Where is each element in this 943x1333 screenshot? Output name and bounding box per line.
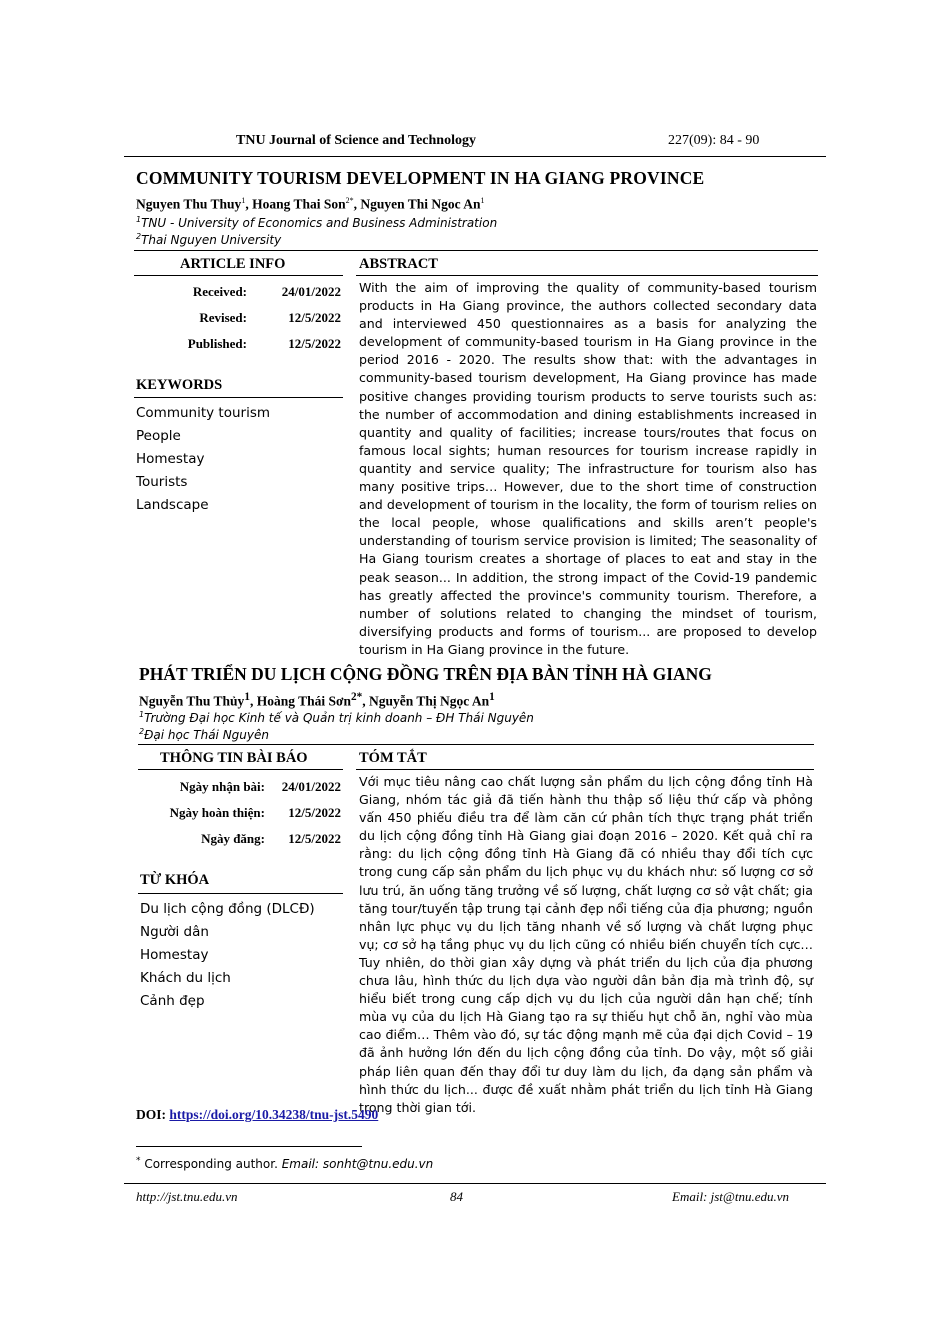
- affiliation-text: TNU - University of Economics and Business Administration: [141, 216, 498, 230]
- keywords-heading: KEYWORDS: [136, 377, 223, 393]
- published-date-vi: 12/5/2022: [288, 831, 341, 846]
- keyword-item-vi: Du lịch cộng đồng (DLCĐ): [140, 901, 315, 917]
- author-name: Hoang Thai Son: [252, 196, 346, 212]
- keyword-item-vi: Khách du lịch: [140, 970, 231, 986]
- info-rule-vi: [138, 769, 343, 770]
- affiliation-text: Thai Nguyen University: [141, 233, 282, 247]
- author-name: Nguyễn Thu Thủy: [139, 693, 245, 709]
- affiliation-1-vi: [139, 710, 534, 725]
- doi-line: [136, 1107, 378, 1123]
- doi-label: DOI:: [136, 1107, 166, 1122]
- keywords-rule-vi: [138, 893, 343, 894]
- issue-pages: 227(09): 84 - 90: [668, 133, 760, 148]
- author-sup: 1: [480, 196, 485, 205]
- footnote-rule: [136, 1146, 362, 1147]
- affiliation-2: [136, 232, 281, 247]
- abstract-body-vi: Với mục tiêu nâng cao chất lượng sản phẩm du lịch cộng đồng tỉnh Hà Giang, nhóm tác giả đã tiến hành thu thập số liệu thứ cấp và phỏng vấn 450 phiếu điều tra để làm căn cứ phân tích thực trạng phát triển du lịch cộng đồng tỉnh Hà Giang giai đoạn 2016 – 2020. Kết quả chỉ ra rằng: du lịch cộng đồng tỉnh Hà Giang đã có nhiều thay đổi tích cực trong cung cấp sản phẩm du lịch phục vụ du khách như: số lượng cơ sở lưu trú, ăn uống tăng trưởng về số lượng, chất lượng cơ sở vật chất; gia tăng tour/tuyến tập trung tại cảnh đẹp nổi tiếng của địa phương; nguồn nhân lực phục vụ du lịch tăng nhanh về số lượng và chất lượng phục vụ; cơ sở hạ tầng phục vụ du lịch cũng có nhiều biến chuyển tích cực…Tuy nhiên, do thời gian xây dựng và phát triển du lịch của địa phương chưa lâu, hình thức du lịch dựa vào người dân bản địa mà trình độ, sự hiểu biết trong cung cấp dịch vụ du lịch của người dân hạn chế; tính mùa vụ của du lịch Hà Giang tạo ra sự thiếu hụt chỗ ăn, nghỉ vào mùa cao điểm… Thêm vào đó, sự tác động mạnh mẽ của đại dịch Covid – 19 đã ảnh hưởng lớn đến du lịch cộng đồng của tỉnh. Do vậy, một số giải pháp liên quan đến thay đổi tư duy làm du lịch, đa dạng sản phẩm và hình thức du lịch... được đề xuất nhằm phát triển du lịch tỉnh Hà Giang trong thời gian tới.: [359, 774, 813, 1115]
- abstract-rule-vi: [356, 769, 814, 770]
- keyword-item: Tourists: [136, 474, 188, 490]
- keyword-item: Landscape: [136, 497, 209, 513]
- paper-title-vi: PHÁT TRIỂN DU LỊCH CỘNG ĐỒNG TRÊN ĐỊA BÀN TỈNH HÀ GIANG: [139, 664, 712, 684]
- affiliation-sup: 2: [136, 232, 142, 241]
- article-info-heading-vi: THÔNG TIN BÀI BÁO: [160, 750, 308, 766]
- received-label-vi: Ngày nhận bài:: [179, 779, 265, 794]
- author-sup: 1: [241, 196, 246, 205]
- keyword-item: People: [136, 428, 181, 444]
- keyword-item-vi: Homestay: [140, 947, 209, 963]
- journal-name: TNU Journal of Science and Technology: [236, 133, 476, 148]
- affiliation-2-vi: [139, 727, 269, 742]
- keywords-rule: [134, 397, 343, 398]
- revised-date: 12/5/2022: [288, 310, 341, 325]
- header-rule: [124, 156, 826, 157]
- footer-url[interactable]: http://jst.tnu.edu.vn: [136, 1189, 238, 1204]
- received-label: Received:: [192, 284, 247, 299]
- revised-label-vi: Ngày hoàn thiện:: [169, 805, 265, 820]
- section-top-rule-vi: [138, 744, 814, 745]
- footnote-email-label: Email:: [281, 1157, 320, 1171]
- author-sup: 2*: [350, 691, 363, 703]
- author-sep: ,: [362, 693, 369, 709]
- author-sup: 2*: [345, 196, 354, 205]
- abstract-heading-vi: TÓM TẮT: [359, 750, 427, 766]
- affiliation-sup: 2: [139, 727, 145, 736]
- author-name: Nguyen Thu Thuy: [136, 196, 242, 212]
- published-label-vi: Ngày đăng:: [201, 831, 265, 846]
- published-date: 12/5/2022: [288, 336, 341, 351]
- abstract-heading: ABSTRACT: [359, 256, 438, 272]
- keyword-item-vi: Cảnh đẹp: [140, 993, 205, 1009]
- footer-rule: [124, 1183, 826, 1184]
- revised-label: Revised:: [199, 310, 247, 325]
- author-name: Hoàng Thái Sơn: [256, 693, 351, 709]
- published-label: Published:: [187, 336, 247, 351]
- footnote-text: Corresponding author.: [144, 1157, 278, 1171]
- keyword-item: Homestay: [136, 451, 205, 467]
- author-sep: ,: [245, 196, 253, 212]
- footer-email: Email: jst@tnu.edu.vn: [672, 1189, 790, 1204]
- info-rule: [134, 275, 343, 276]
- author-sep: ,: [353, 196, 361, 212]
- received-date-vi: 24/01/2022: [281, 779, 341, 794]
- author-list: [136, 196, 485, 213]
- keyword-item-vi: Người dân: [140, 924, 209, 940]
- author-name: Nguyen Thi Ngoc An: [360, 196, 481, 212]
- article-info-heading: ARTICLE INFO: [180, 256, 286, 272]
- affiliation-text: Trường Đại học Kinh tế và Quản trị kinh doanh – ĐH Thái Nguyên: [144, 711, 534, 725]
- received-date: 24/01/2022: [281, 284, 341, 299]
- keywords-heading-vi: TỪ KHÓA: [140, 872, 210, 888]
- paper-title: COMMUNITY TOURISM DEVELOPMENT IN HA GIANG PROVINCE: [136, 168, 705, 188]
- author-list-vi: [139, 691, 495, 710]
- footnote-email: sonht@tnu.edu.vn: [322, 1157, 434, 1171]
- footnote: [136, 1156, 433, 1171]
- affiliation-text: Đại học Thái Nguyên: [144, 728, 269, 742]
- author-name: Nguyễn Thị Ngọc An: [368, 693, 490, 709]
- revised-date-vi: 12/5/2022: [288, 805, 341, 820]
- author-sup: 1: [489, 691, 495, 703]
- author-sup: 1: [244, 691, 250, 703]
- author-sep: ,: [249, 693, 257, 709]
- affiliation-sup: 1: [136, 215, 142, 224]
- affiliation-sup: 1: [139, 710, 145, 719]
- page-number: 84: [450, 1189, 463, 1204]
- footnote-mark: *: [136, 1156, 141, 1166]
- abstract-body: With the aim of improving the quality of community-based tourism products in Ha Giang province, the authors collected secondary data and interviewed 450 questionnaires as a basis for analyzing the development of community-based tourism in Ha Giang province in the period 2016 - 2020. The results show that: with the advantages in community-based tourism development, Ha Giang province has made positive changes providing tourism products to serve tourists such as: the number of accommodation and dining establishments increased in quantity and quality of facilities; increase tours/routes that focus on famous local sights; human resources for tourism increase rapidly in quantity and service quality; The infrastructure for tourism also has many positive trips… However, due to the short time of construction and development of tourism in the locality, the form of tourism relies on the local people, whose qualifications and skills aren’t people's understanding of tourism service provision is limited; The seasonality of Ha Giang tourism creates a shortage of places to eat and stay in the peak season... In addition, the strong impact of the Covid-19 pandemic has greatly affected the province's community tourism. Therefore, a number of solutions related to changing the mindset of tourism, diversifying products and forms of tourism... are proposed to develop tourism in Ha Giang province in the future.: [359, 280, 817, 657]
- abstract-rule: [356, 275, 818, 276]
- affiliation-1: [136, 215, 497, 230]
- section-top-rule: [134, 250, 818, 251]
- doi-link[interactable]: https://doi.org/10.34238/tnu-jst.5490: [169, 1107, 379, 1122]
- keyword-item: Community tourism: [136, 405, 271, 421]
